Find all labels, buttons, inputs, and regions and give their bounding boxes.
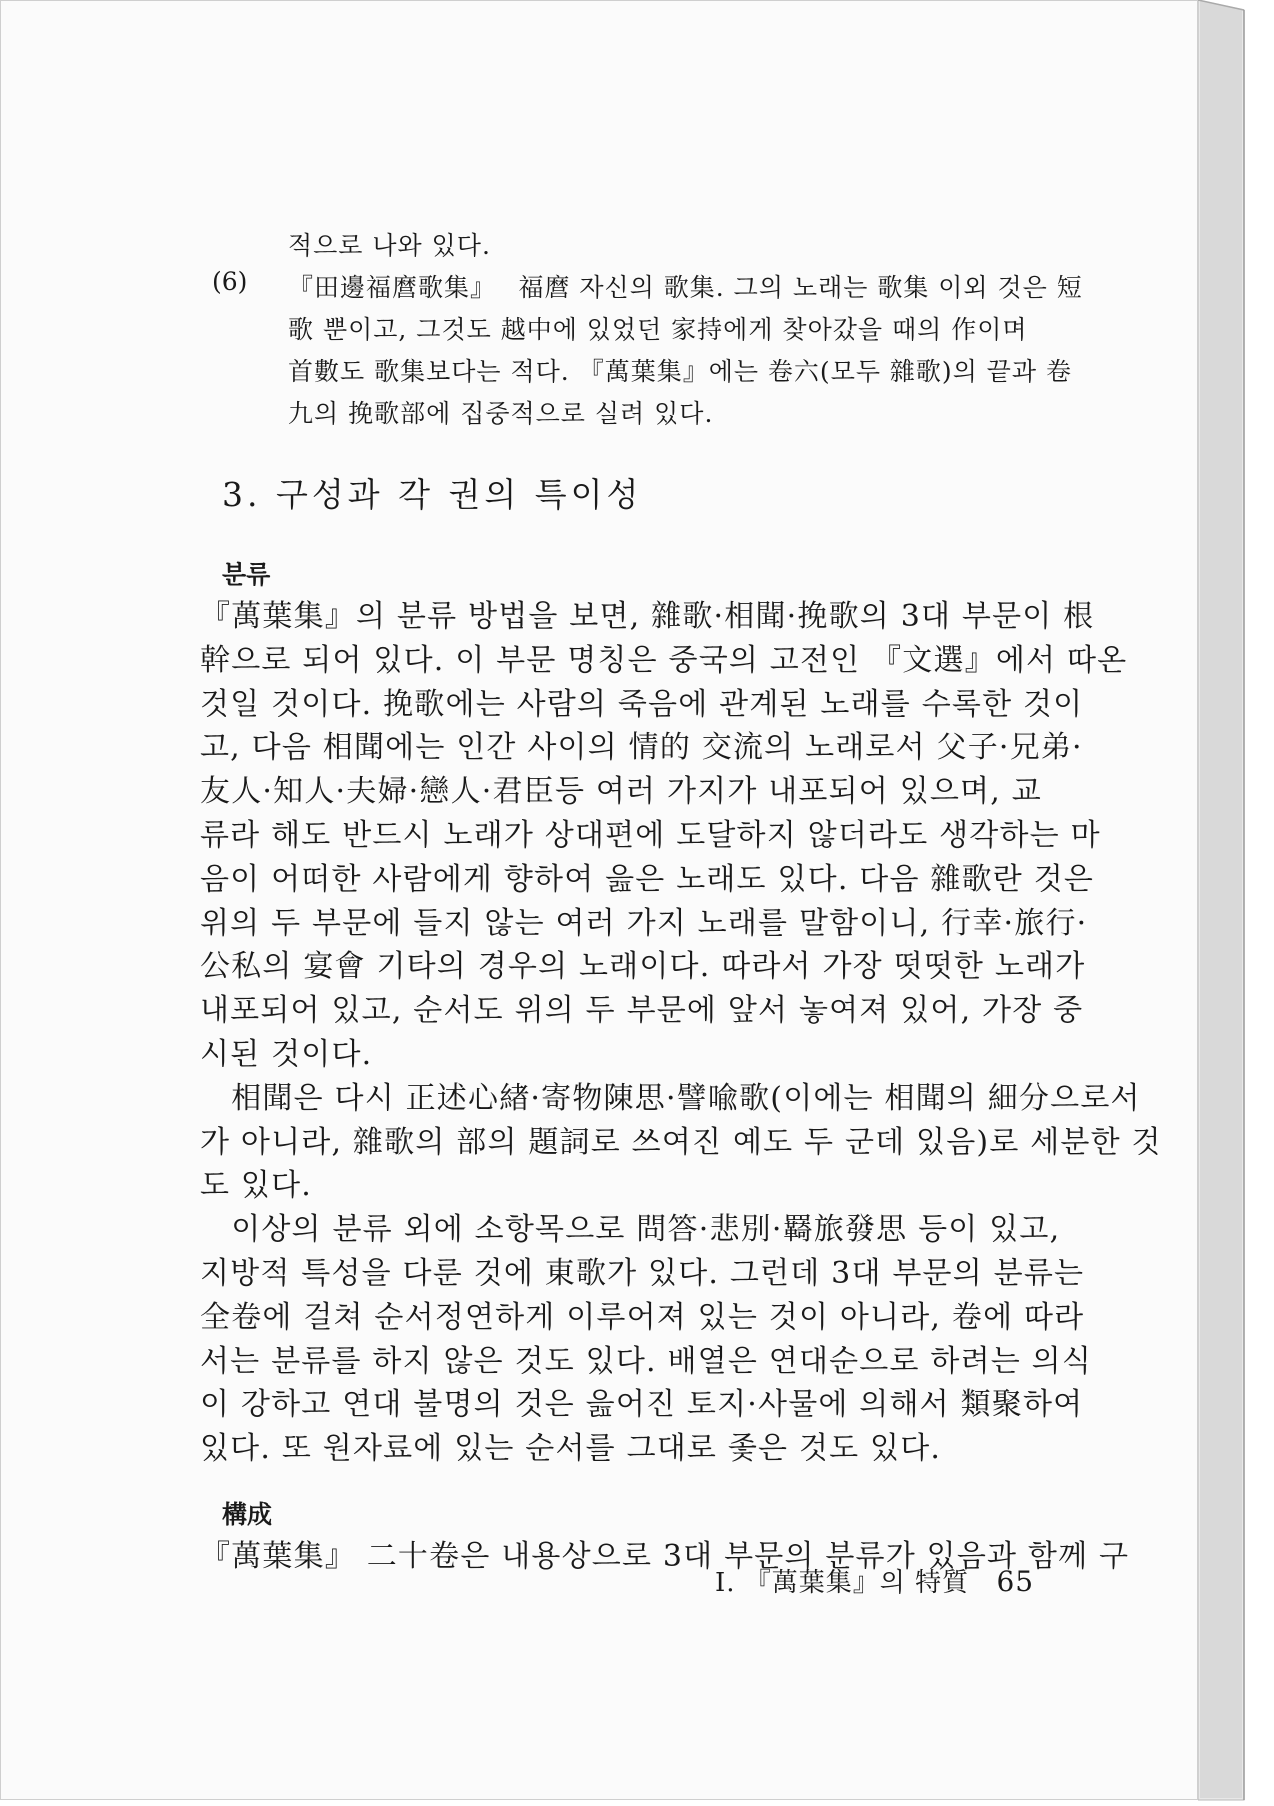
text-line: 것일 것이다. 挽歌에는 사람의 죽음에 관계된 노래를 수록한 것이	[200, 686, 1084, 722]
paragraph	[200, 1077, 1162, 1208]
text-line: 가 아니라, 雜歌의 部의 題詞로 쓰여진 예도 두 군데 있음)로 세분한 것	[200, 1124, 1162, 1160]
paragraph	[200, 595, 1128, 1077]
note-number: (6)	[212, 267, 248, 296]
note-line: 首數도 歌集보다는 적다. 『萬葉集』에는 卷六(모두 雜歌)의 끝과 卷	[288, 357, 1073, 386]
text-line: 위의 두 부문에 들지 않는 여러 가지 노래를 말함이니, 行幸·旅行·	[200, 905, 1088, 941]
text-line: 내포되어 있고, 순서도 위의 두 부문에 앞서 놓여져 있어, 가장 중	[200, 993, 1084, 1029]
text-line: 『萬葉集』의 분류 방법을 보면, 雜歌·相聞·挽歌의 3대 부문이 根	[200, 599, 1095, 634]
text-line: 도 있다.	[200, 1168, 313, 1204]
page-footer	[715, 1562, 1034, 1599]
text-line: 고, 다음 相聞에는 인간 사이의 情的 交流의 노래로서 父子·兄弟·	[200, 730, 1083, 766]
text-line: 相聞은 다시 正述心緖·寄物陳思·譬喩歌(이에는 相聞의 細分으로서	[200, 1080, 1141, 1116]
subheading-classification: 분류	[222, 560, 271, 589]
text-line: 서는 분류를 하지 않은 것도 있다. 배열은 연대순으로 하려는 의식	[200, 1343, 1093, 1379]
book-edge-graphic	[1198, 0, 1274, 1806]
text-line: 있다. 또 원자료에 있는 순서를 그대로 좇은 것도 있다.	[200, 1431, 942, 1467]
paragraph	[200, 1208, 1093, 1471]
text-line: 류라 해도 반드시 노래가 상대편에 도달하지 않더라도 생각하는 마	[200, 817, 1101, 853]
text-line: 友人·知人·夫婦·戀人·君臣등 여러 가지가 내포되어 있으며, 교	[200, 774, 1042, 810]
note-item-6	[200, 267, 1083, 435]
book-edge	[1198, 0, 1274, 1806]
text-line: 幹으로 되어 있다. 이 부문 명칭은 중국의 고전인 『文選』에서 따온	[200, 642, 1128, 678]
note-continuation: 적으로 나와 있다.	[288, 231, 491, 260]
text-line: 시된 것이다.	[200, 1036, 373, 1072]
text-line: 이상의 분류 외에 소항목으로 問答·悲別·羇旅發思 등이 있고,	[200, 1212, 1061, 1248]
note-line: 歌 뿐이고, 그것도 越中에 있었던 家持에게 찾아갔을 때의 作이며	[288, 315, 1028, 344]
page-content	[200, 225, 1162, 1579]
text-line: 『萬葉集』 二十卷은 내용상으로 3대 부문의 분류가 있음과 함께 구	[200, 1538, 1130, 1574]
subheading-composition: 構成	[222, 1499, 273, 1529]
note-line: 九의 挽歌部에 집중적으로 실려 있다.	[288, 399, 714, 428]
text-line: 全卷에 걸쳐 순서정연하게 이루어져 있는 것이 아니라, 卷에 따라	[200, 1299, 1085, 1335]
text-line: 公私의 宴會 기타의 경우의 노래이다. 따라서 가장 떳떳한 노래가	[200, 949, 1086, 985]
text-line: 지방적 특성을 다룬 것에 東歌가 있다. 그런데 3대 부문의 분류는	[200, 1255, 1085, 1291]
note-line: 『田邊福麿歌集』 福麿 자신의 歌集. 그의 노래는 歌集 이외 것은 短	[288, 273, 1083, 302]
running-head: I. 『萬葉集』의 特質	[715, 1568, 970, 1598]
text-line: 음이 어떠한 사람에게 향하여 읊은 노래도 있다. 다음 雜歌란 것은	[200, 861, 1095, 897]
section-heading: 3. 구성과 각 권의 특이성	[222, 475, 643, 514]
page-number: 65	[996, 1565, 1035, 1598]
text-line: 이 강하고 연대 불명의 것은 읊어진 토지·사물에 의해서 類聚하여	[200, 1387, 1084, 1423]
